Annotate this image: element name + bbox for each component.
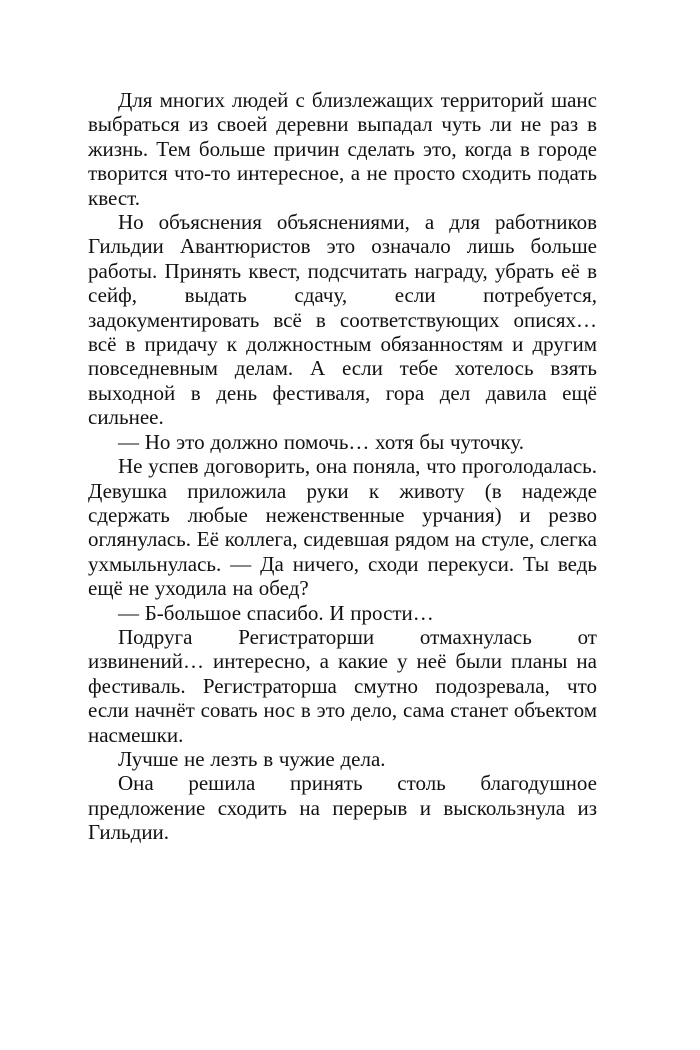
book-page — [88, 88, 597, 845]
paragraph-8: Она решила принять столь благодушное предложение сходить на перерыв и выскользнула из Гильдии. — [88, 771, 597, 845]
paragraph-6: Подруга Регистраторши отмахнулась от извинений… интересно, а какие у неё были планы на фестиваль. Регистраторша смутно подозревала, что если начнёт совать нос в это дело, сама станет объектом насмешки. — [88, 624, 597, 747]
paragraph-5-dialogue: — Б-большое спасибо. И прости… — [118, 600, 434, 625]
paragraph-4: Не успев договорить, она поняла, что проголодалась. Девушка приложила руки к животу (в надежде сдержать любые неженственные урчания) и резво оглянулась. Её коллега, сидевшая рядом на стуле, слегка ухмыльнулась. — Да ничего, сходи перекуси. Ты ведь ещё не уходила на обед? — [88, 454, 597, 601]
paragraph-2: Но объяснения объяснениями, а для работников Гильдии Авантюристов это означало лишь больше работы. Принять квест, подсчитать награду, убрать её в сейф, выдать сдачу, если потребуется, задокументировать всё в соответствующих описях… всё в придачу к должностным обязанностям и другим повседневным делам. А если тебе хотелось взять выходной в день фестиваля, гора дел давила ещё сильнее. — [88, 210, 597, 430]
paragraph-7: Лучше не лезть в чужие дела. — [118, 746, 386, 771]
paragraph-3-dialogue: — Но это должно помочь… хотя бы чуточку. — [118, 429, 524, 454]
paragraph-1: Для многих людей с близлежащих территорий шанс выбраться из своей деревни выпадал чуть ли не раз в жизнь. Тем больше причин сделать это, когда в городе творится что-то интересное, а не просто сходить подать квест. — [88, 88, 597, 210]
